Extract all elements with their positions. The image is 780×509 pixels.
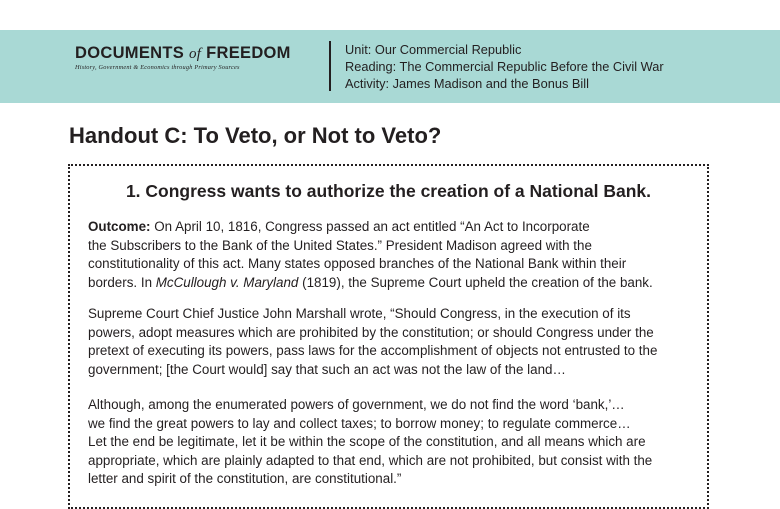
paragraph-line: pretext of executing its powers, pass laws for the accomplishment of objects not entrusted to the xyxy=(88,343,658,358)
lesson-meta xyxy=(345,41,664,92)
paragraph-line: Let the end be legitimate, let it be within the scope of the constitution, and all means which are xyxy=(88,434,646,449)
brand-logo xyxy=(75,44,315,71)
brand-subtitle: History, Government & Economics through Primary Sources xyxy=(75,64,240,71)
reading-label: Reading: The Commercial Republic Before the Civil War xyxy=(345,59,664,74)
unit-label: Unit: Our Commercial Republic xyxy=(345,42,522,57)
paragraph-line: the Subscribers to the Bank of the United States.” President Madison agreed with the xyxy=(88,237,592,253)
activity-label: Activity: James Madison and the Bonus Bill xyxy=(345,76,589,91)
section-heading: 1. Congress wants to authorize the creation of a National Bank. xyxy=(125,181,652,201)
case-name: McCullough v. Maryland xyxy=(155,274,299,290)
brand-title-documents: DOCUMENTS xyxy=(75,44,185,62)
text-span: (1819), the Supreme Court upheld the creation of the bank. xyxy=(298,274,653,290)
paragraph-line: government; [the Court would] say that such an act was not the law of the land… xyxy=(88,361,566,377)
paragraph-line xyxy=(88,218,703,237)
paragraph-line: appropriate, which are plainly adapted to that end, which are not prohibited, but consist with the xyxy=(88,452,653,468)
outcome-label: Outcome: xyxy=(88,219,151,234)
brand-title-of: of xyxy=(188,46,202,62)
page-title: Handout C: To Veto, or Not to Veto? xyxy=(69,123,442,148)
paragraph-line: constitutionality of this act. Many states opposed branches of the National Bank within their xyxy=(88,256,627,271)
paragraph-line: powers, adopt measures which are prohibited by the constitution; or should Congress under the xyxy=(88,324,654,340)
brand-title-freedom: FREEDOM xyxy=(206,44,291,62)
text-span: borders. In xyxy=(88,274,156,290)
paragraph-line xyxy=(88,274,703,293)
marshall-quote-paragraph xyxy=(88,305,703,379)
paragraph-line: Although, among the enumerated powers of government, we do not find the word ‘bank,’… xyxy=(88,397,625,412)
paragraph-line: letter and spirit of the constitution, are constitutional.” xyxy=(88,471,402,486)
paragraph-line: Supreme Court Chief Justice John Marshall wrote, “Should Congress, in the execution of its xyxy=(88,306,631,321)
outcome-paragraph xyxy=(88,218,703,292)
paragraph-line: we find the great powers to lay and collect taxes; to borrow money; to regulate commerce… xyxy=(88,415,631,431)
enumerated-powers-paragraph xyxy=(88,396,703,489)
brand-title xyxy=(75,44,315,63)
header-divider xyxy=(329,41,331,91)
outcome-text: On April 10, 1816, Congress passed an act entitled “An Act to Incorporate xyxy=(150,219,590,234)
